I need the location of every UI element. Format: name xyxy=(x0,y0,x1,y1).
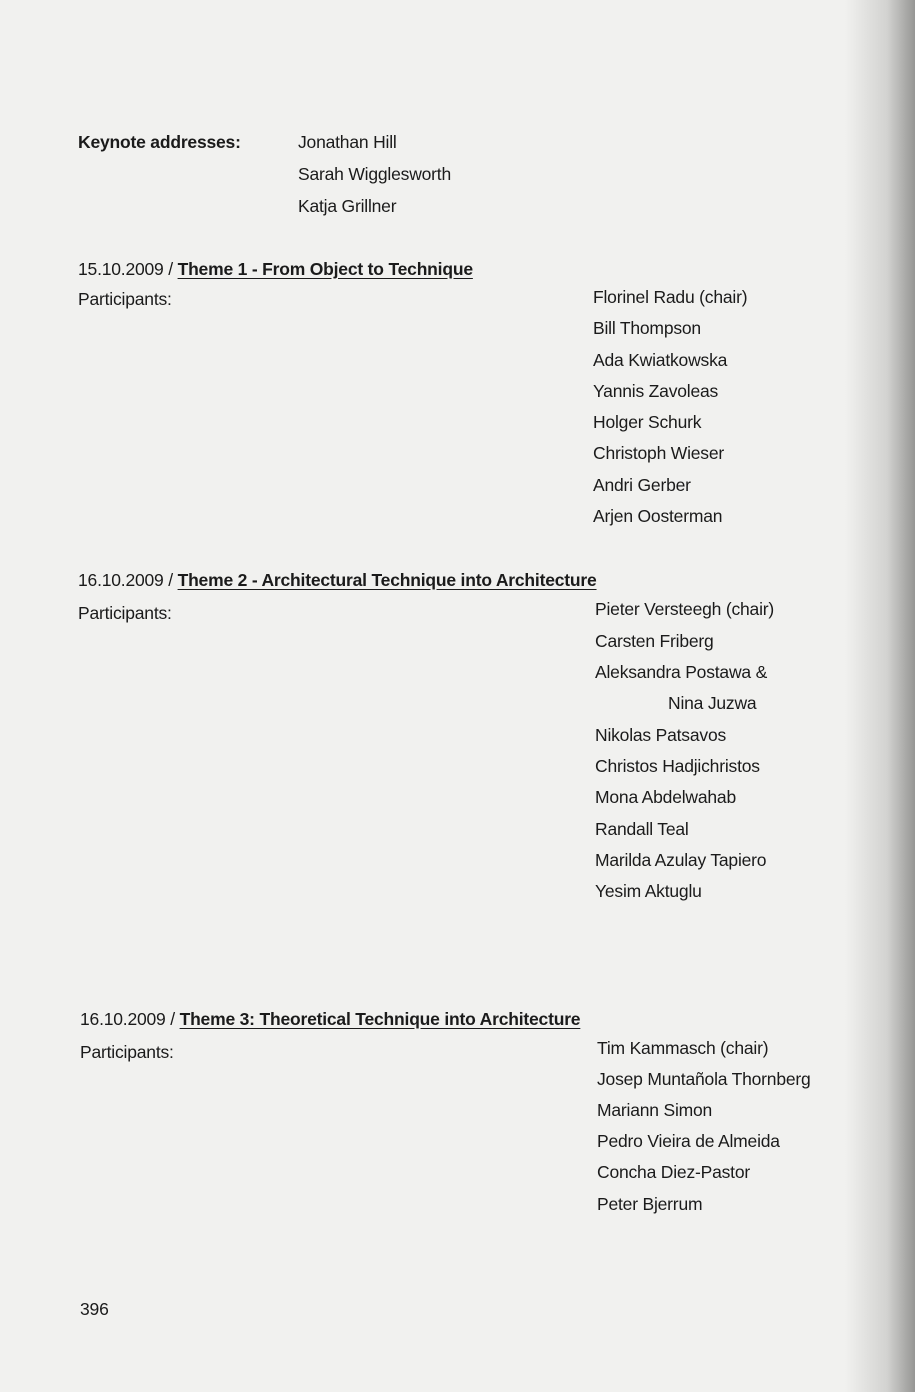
participant: Josep Muntañola Thornberg xyxy=(597,1069,811,1089)
participant: Randall Teal xyxy=(595,819,689,839)
page-edge-shadow xyxy=(845,0,915,1392)
theme-date: 16.10.2009 / xyxy=(78,570,178,590)
theme-heading xyxy=(80,1009,580,1030)
participants-label: Participants: xyxy=(80,1042,174,1062)
keynote-name: Katja Grillner xyxy=(298,196,397,216)
participant: Carsten Friberg xyxy=(595,631,714,651)
theme-date: 15.10.2009 / xyxy=(78,259,178,279)
theme-title: Theme 1 - From Object to Technique xyxy=(177,259,473,279)
participant: Pedro Vieira de Almeida xyxy=(597,1131,780,1151)
participant: Arjen Oosterman xyxy=(593,506,723,526)
theme-title: Theme 2 - Architectural Technique into Architecture xyxy=(177,570,597,590)
participant: Mona Abdelwahab xyxy=(595,787,736,807)
participant: Bill Thompson xyxy=(593,318,701,338)
participant: Mariann Simon xyxy=(597,1100,713,1120)
participants-label: Participants: xyxy=(78,289,172,309)
participant: Nina Juzwa xyxy=(668,693,757,713)
keynote-name: Sarah Wigglesworth xyxy=(298,164,451,184)
participant: Nikolas Patsavos xyxy=(595,725,727,745)
participant: Christos Hadjichristos xyxy=(595,756,760,776)
participant: Yesim Aktuglu xyxy=(595,881,702,901)
participant: Christoph Wieser xyxy=(593,443,725,463)
keynote-name: Jonathan Hill xyxy=(298,132,397,152)
theme-heading xyxy=(78,570,597,591)
participant: Peter Bjerrum xyxy=(597,1194,703,1214)
participant: Yannis Zavoleas xyxy=(593,381,719,401)
participant: Pieter Versteegh (chair) xyxy=(595,599,775,619)
participant: Holger Schurk xyxy=(593,412,702,432)
participant: Andri Gerber xyxy=(593,475,691,495)
participant: Tim Kammasch (chair) xyxy=(597,1038,769,1058)
participants-label: Participants: xyxy=(78,603,172,623)
keynote-label: Keynote addresses: xyxy=(78,132,241,152)
participant: Concha Diez-Pastor xyxy=(597,1162,750,1182)
theme-date: 16.10.2009 / xyxy=(80,1009,180,1029)
participant: Florinel Radu (chair) xyxy=(593,287,748,307)
participant: Aleksandra Postawa & xyxy=(595,662,768,682)
participant: Marilda Azulay Tapiero xyxy=(595,850,767,870)
theme-heading xyxy=(78,259,473,280)
theme-title: Theme 3: Theoretical Technique into Architecture xyxy=(179,1009,581,1029)
participant: Ada Kwiatkowska xyxy=(593,350,728,370)
page-number: 396 xyxy=(80,1299,109,1319)
